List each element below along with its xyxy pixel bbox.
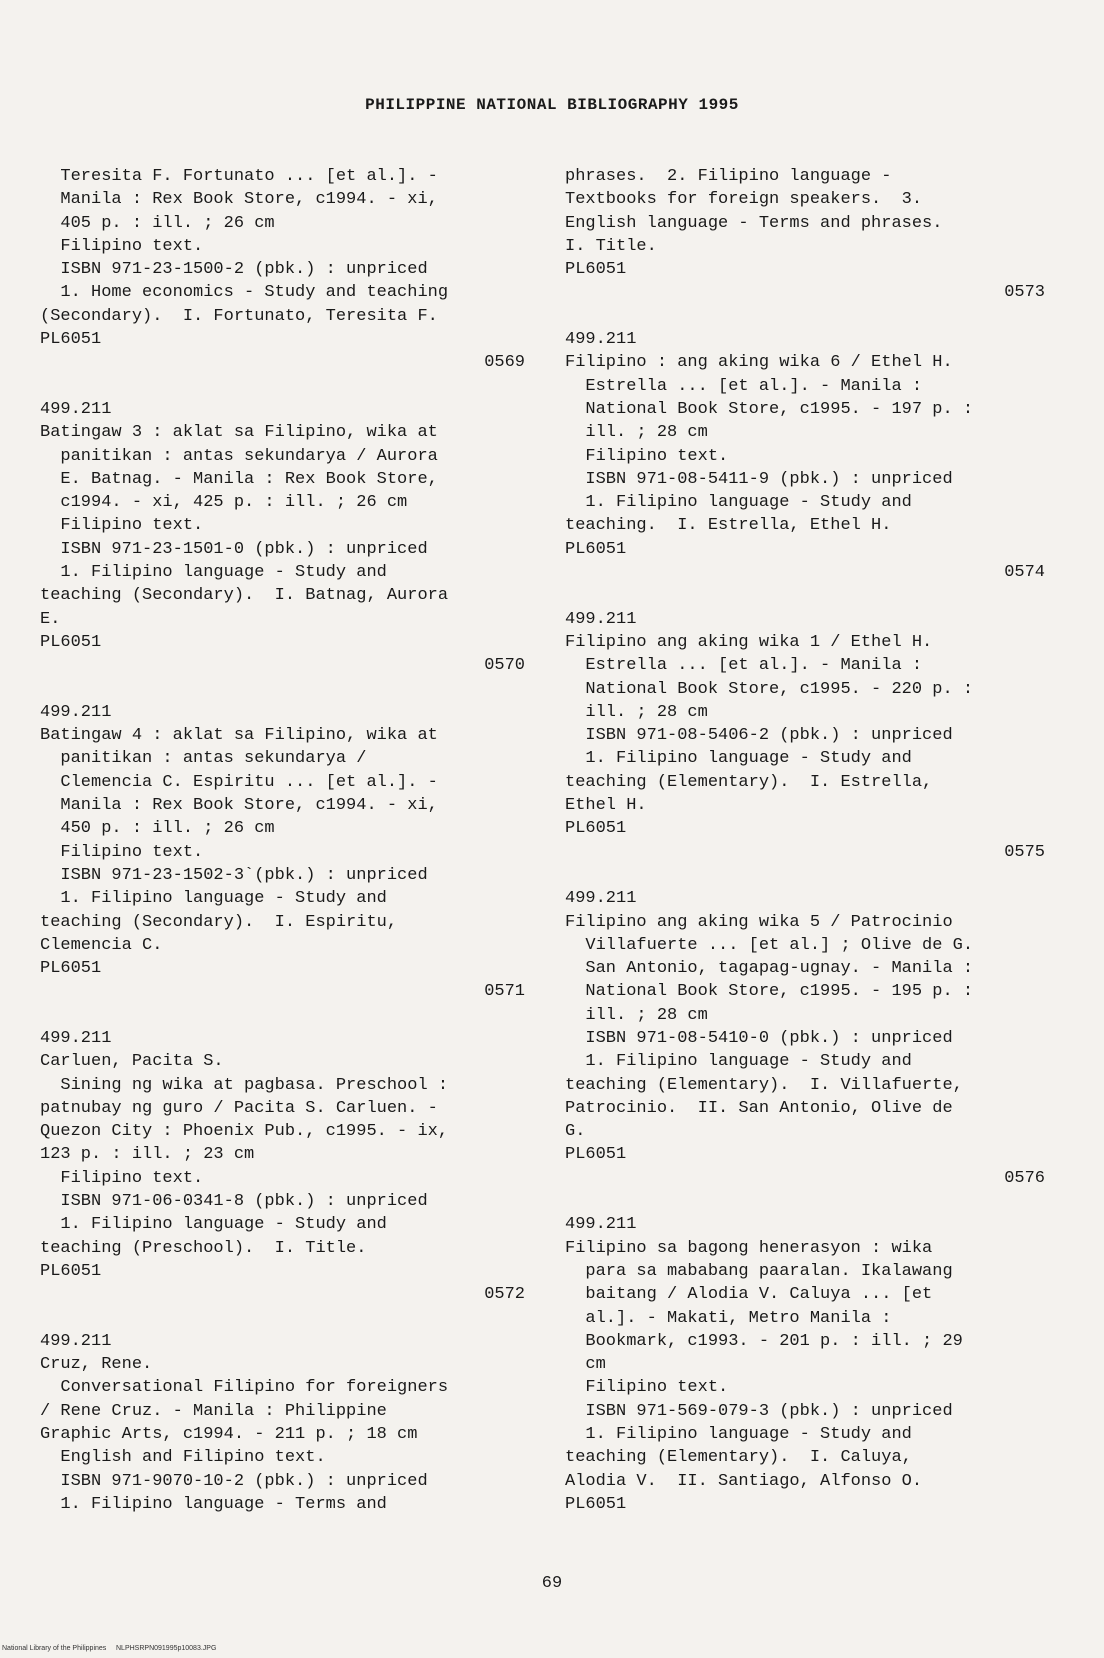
entry-gap xyxy=(40,375,525,398)
entry-gap xyxy=(565,305,1045,328)
bibliography-line: baitang / Alodia V. Caluya ... [et xyxy=(565,1285,933,1305)
bibliography-line: patnubay ng guro / Pacita S. Carluen. - xyxy=(40,1098,438,1118)
bibliography-line: PL6051 xyxy=(565,1145,627,1165)
bibliography-line: panitikan : antas sekundarya / xyxy=(40,749,367,769)
bibliography-line: Filipino sa bagong henerasyon : wika xyxy=(565,1238,933,1258)
bibliography-line: 405 p. : ill. ; 26 cm xyxy=(40,213,275,233)
bibliography-line: teaching. I. Estrella, Ethel H. xyxy=(565,516,892,536)
bibliography-line: phrases. 2. Filipino language - xyxy=(565,167,892,186)
bibliography-line: ISBN 971-08-5406-2 (pbk.) : unpriced xyxy=(565,726,953,746)
entry-number: 0573 xyxy=(1004,283,1045,303)
bibliography-line: PL6051 xyxy=(565,260,627,280)
bibliography-line: Alodia V. II. Santiago, Alfonso O. xyxy=(565,1471,923,1491)
entry-gap xyxy=(40,678,525,701)
bibliography-line: teaching (Secondary). I. Batnag, Aurora xyxy=(40,586,449,606)
bibliography-line: Conversational Filipino for foreigners xyxy=(40,1378,449,1398)
entry-gap xyxy=(565,584,1045,607)
bibliography-line: E. Batnag. - Manila : Rex Book Store, xyxy=(40,469,438,489)
entry-number: 0576 xyxy=(1004,1168,1045,1188)
bibliography-line: ISBN 971-9070-10-2 (pbk.) : unpriced xyxy=(40,1471,428,1491)
bibliography-line: Filipino : ang aking wika 6 / Ethel H. xyxy=(565,353,953,373)
left-column xyxy=(40,165,525,1516)
bibliography-line: ill. ; 28 cm xyxy=(565,423,708,443)
bibliography-line: Carluen, Pacita S. xyxy=(40,1052,224,1072)
bibliography-line: PL6051 xyxy=(565,819,627,839)
bibliography-line: Filipino text. xyxy=(565,1378,729,1398)
bibliography-line: 123 p. : ill. ; 23 cm xyxy=(40,1145,255,1165)
bibliography-line: Villafuerte ... [et al.] ; Olive de G. xyxy=(565,935,974,955)
bibliography-line: Textbooks for foreign speakers. 3. xyxy=(565,190,923,210)
bibliography-line: teaching (Elementary). I. Estrella, xyxy=(565,772,933,792)
bibliography-line: Manila : Rex Book Store, c1994. - xi, xyxy=(40,796,438,816)
bibliography-line: Clemencia C. Espiritu ... [et al.]. - xyxy=(40,772,438,792)
bibliography-line: English and Filipino text. xyxy=(40,1448,326,1468)
bibliography-line: ISBN 971-08-5410-0 (pbk.) : unpriced xyxy=(565,1028,953,1048)
bibliography-line: al.]. - Makati, Metro Manila : xyxy=(565,1308,892,1328)
bibliography-line: ill. ; 28 cm xyxy=(565,702,708,722)
bibliography-line: 499.211 xyxy=(565,889,637,909)
bibliography-line: Filipino text. xyxy=(40,236,204,256)
bibliography-line: 1. Filipino language - Terms and xyxy=(40,1494,387,1514)
bibliography-line: 450 p. : ill. ; 26 cm xyxy=(40,819,275,839)
bibliography-line: ill. ; 28 cm xyxy=(565,1005,708,1025)
bibliography-line: teaching (Elementary). I. Villafuerte, xyxy=(565,1075,963,1095)
entry-gap xyxy=(40,1307,525,1330)
bibliography-line: Ethel H. xyxy=(565,796,647,816)
bibliography-line: teaching (Elementary). I. Caluya, xyxy=(565,1448,912,1468)
entry-number: 0571 xyxy=(484,982,525,1002)
bibliography-line: 1. Filipino language - Study and xyxy=(565,1425,912,1445)
bibliography-line: Graphic Arts, c1994. - 211 p. ; 18 cm xyxy=(40,1425,418,1445)
bibliography-line: ISBN 971-23-1501-0 (pbk.) : unpriced xyxy=(40,539,428,559)
bibliography-line: Filipino ang aking wika 1 / Ethel H. xyxy=(565,632,933,652)
entry-number: 0572 xyxy=(484,1285,525,1305)
bibliography-line: I. Title. xyxy=(565,236,657,256)
bibliography-line: Estrella ... [et al.]. - Manila : xyxy=(565,656,923,676)
bibliography-line: cm xyxy=(565,1355,606,1375)
bibliography-line: Estrella ... [et al.]. - Manila : xyxy=(565,376,923,396)
scan-footer: National Library of the Philippines NLPHSRPN091995p10083.JPG xyxy=(2,1645,217,1652)
bibliography-line: Filipino ang aking wika 5 / Patrocinio xyxy=(565,912,953,932)
bibliography-line: Batingaw 4 : aklat sa Filipino, wika at xyxy=(40,726,438,746)
bibliography-line: 499.211 xyxy=(565,330,637,350)
bibliography-line: 1. Filipino language - Study and xyxy=(40,1215,387,1235)
entry-gap xyxy=(565,1190,1045,1213)
bibliography-line: c1994. - xi, 425 p. : ill. ; 26 cm xyxy=(40,493,408,513)
bibliography-line: 499.211 xyxy=(565,609,637,629)
entry-number: 0575 xyxy=(1004,842,1045,862)
bibliography-line: 499.211 xyxy=(40,399,112,419)
bibliography-line: Patrocinio. II. San Antonio, Olive de xyxy=(565,1098,953,1118)
bibliography-line: ISBN 971-23-1500-2 (pbk.) : unpriced xyxy=(40,260,428,280)
bibliography-line: panitikan : antas sekundarya / Aurora xyxy=(40,446,438,466)
bibliography-line: 1. Filipino language - Study and xyxy=(565,749,912,769)
bibliography-line: para sa mababang paaralan. Ikalawang xyxy=(565,1261,953,1281)
bibliography-line: 1. Filipino language - Study and xyxy=(40,889,387,909)
entry-gap xyxy=(565,864,1045,887)
bibliography-line: (Secondary). I. Fortunato, Teresita F. xyxy=(40,306,438,326)
bibliography-line: 499.211 xyxy=(40,702,112,722)
bibliography-line: PL6051 xyxy=(40,1261,102,1281)
bibliography-line: teaching (Secondary). I. Espiritu, xyxy=(40,912,398,932)
bibliography-line: PL6051 xyxy=(565,539,627,559)
bibliography-line: ISBN 971-06-0341-8 (pbk.) : unpriced xyxy=(40,1192,428,1212)
entry-number: 0569 xyxy=(484,353,525,373)
bibliography-line: ISBN 971-23-1502-3`(pbk.) : unpriced xyxy=(40,865,428,885)
bibliography-line: PL6051 xyxy=(40,330,102,350)
bibliography-line: 499.211 xyxy=(40,1028,112,1048)
bibliography-line: Sining ng wika at pagbasa. Preschool : xyxy=(40,1075,449,1095)
bibliography-line: National Book Store, c1995. - 197 p. : xyxy=(565,399,974,419)
page-number: 69 xyxy=(541,1574,563,1593)
bibliography-line: Manila : Rex Book Store, c1994. - xi, xyxy=(40,190,438,210)
bibliography-line: Teresita F. Fortunato ... [et al.]. - xyxy=(40,167,438,186)
entry-number: 0574 xyxy=(1004,563,1045,583)
bibliography-line: 1. Home economics - Study and teaching xyxy=(40,283,449,303)
bibliography-line: Filipino text. xyxy=(40,516,204,536)
bibliography-line: PL6051 xyxy=(40,632,102,652)
bibliography-line: G. xyxy=(565,1122,586,1142)
bibliography-line: San Antonio, tagapag-ugnay. - Manila : xyxy=(565,959,974,979)
bibliography-line: 1. Filipino language - Study and xyxy=(40,563,387,583)
bibliography-line: Filipino text. xyxy=(40,842,204,862)
bibliography-line: E. xyxy=(40,609,61,629)
bibliography-line: PL6051 xyxy=(40,959,102,979)
bibliography-line: Clemencia C. xyxy=(40,935,163,955)
bibliography-line: Batingaw 3 : aklat sa Filipino, wika at xyxy=(40,423,438,443)
bibliography-line: ISBN 971-08-5411-9 (pbk.) : unpriced xyxy=(565,469,953,489)
bibliography-line: PL6051 xyxy=(565,1494,627,1514)
entry-gap xyxy=(40,1004,525,1027)
bibliography-line: 1. Filipino language - Study and xyxy=(565,493,912,513)
bibliography-line: Cruz, Rene. xyxy=(40,1355,153,1375)
bibliography-line: 499.211 xyxy=(565,1215,637,1235)
bibliography-line: Filipino text. xyxy=(40,1168,204,1188)
bibliography-line: English language - Terms and phrases. xyxy=(565,213,943,233)
page-title: PHILIPPINE NATIONAL BIBLIOGRAPHY 1995 xyxy=(365,96,739,114)
bibliography-line: 1. Filipino language - Study and xyxy=(565,1052,912,1072)
bibliography-line: Bookmark, c1993. - 201 p. : ill. ; 29 xyxy=(565,1331,963,1351)
entry-number: 0570 xyxy=(484,656,525,676)
bibliography-line: Filipino text. xyxy=(565,446,729,466)
right-column xyxy=(565,165,1045,1516)
bibliography-line: 499.211 xyxy=(40,1331,112,1351)
bibliography-line: teaching (Preschool). I. Title. xyxy=(40,1238,367,1258)
bibliography-line: National Book Store, c1995. - 220 p. : xyxy=(565,679,974,699)
bibliography-line: / Rene Cruz. - Manila : Philippine xyxy=(40,1401,387,1421)
bibliography-line: ISBN 971-569-079-3 (pbk.) : unpriced xyxy=(565,1401,953,1421)
bibliography-line: National Book Store, c1995. - 195 p. : xyxy=(565,982,974,1002)
bibliography-line: Quezon City : Phoenix Pub., c1995. - ix, xyxy=(40,1122,449,1142)
